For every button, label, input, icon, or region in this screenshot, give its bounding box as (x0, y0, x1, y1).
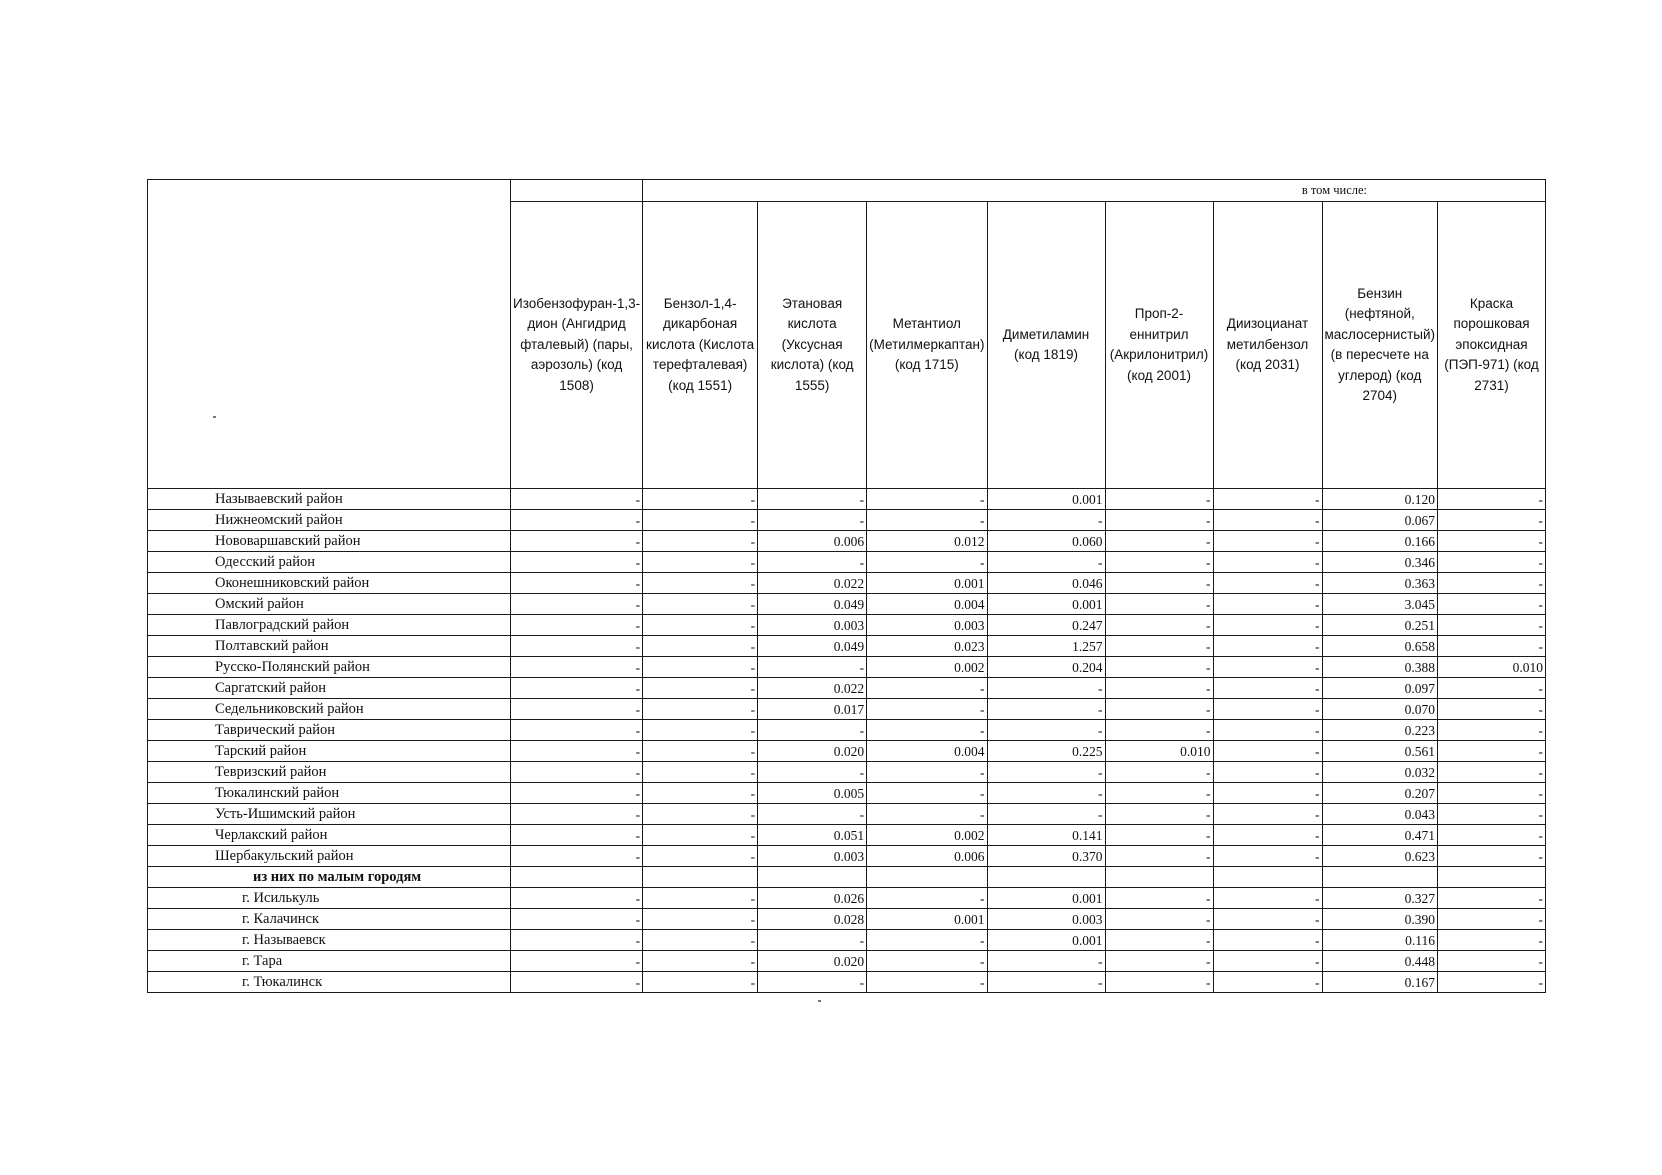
value-cell: 0.067 (1322, 510, 1438, 531)
value-cell: - (758, 552, 867, 573)
value-cell: - (1105, 909, 1213, 930)
value-cell (867, 867, 987, 888)
value-cell: - (1438, 699, 1546, 720)
value-cell: - (643, 804, 758, 825)
value-cell: - (643, 909, 758, 930)
value-cell: - (511, 636, 643, 657)
row-name: Нижнеомский район (148, 510, 511, 531)
table-row (148, 594, 1546, 615)
value-cell: 0.141 (987, 825, 1105, 846)
value-cell: 0.370 (987, 846, 1105, 867)
value-cell: - (643, 972, 758, 993)
table-row (148, 489, 1546, 510)
value-cell: - (1213, 552, 1322, 573)
value-cell: - (1438, 762, 1546, 783)
value-cell: - (1213, 762, 1322, 783)
table-row (148, 972, 1546, 993)
value-cell: 0.167 (1322, 972, 1438, 993)
value-cell (643, 867, 758, 888)
value-cell: - (511, 783, 643, 804)
value-cell: - (758, 657, 867, 678)
value-cell: 0.010 (1105, 741, 1213, 762)
value-cell: - (511, 762, 643, 783)
table-row (148, 720, 1546, 741)
value-cell: 0.225 (987, 741, 1105, 762)
value-cell: - (1105, 552, 1213, 573)
table-row (148, 573, 1546, 594)
value-cell: - (1438, 783, 1546, 804)
value-cell (1322, 867, 1438, 888)
value-cell: 0.020 (758, 951, 867, 972)
value-cell: - (1438, 741, 1546, 762)
value-cell: - (643, 741, 758, 762)
value-cell: - (511, 489, 643, 510)
value-cell: - (643, 762, 758, 783)
value-cell: - (1213, 678, 1322, 699)
value-cell: - (511, 657, 643, 678)
value-cell: - (1105, 573, 1213, 594)
value-cell: - (511, 804, 643, 825)
value-cell: - (1213, 594, 1322, 615)
row-name: Тевризский район (148, 762, 511, 783)
value-cell: - (758, 972, 867, 993)
value-cell: 0.001 (987, 489, 1105, 510)
value-cell: - (867, 699, 987, 720)
table-row (148, 846, 1546, 867)
value-cell: - (1105, 678, 1213, 699)
header-blank-cell (511, 180, 643, 202)
column-header: Диизоцианат метилбензол (код 2031) (1213, 202, 1322, 489)
row-name: г. Тюкалинск (148, 972, 511, 993)
value-cell: - (1213, 804, 1322, 825)
value-cell: - (643, 783, 758, 804)
value-cell: - (1438, 951, 1546, 972)
value-cell: 0.012 (867, 531, 987, 552)
value-cell: - (1105, 720, 1213, 741)
row-name: Одесский район (148, 552, 511, 573)
value-cell: - (1213, 636, 1322, 657)
table-row (148, 762, 1546, 783)
value-cell (758, 867, 867, 888)
value-cell: - (1438, 636, 1546, 657)
value-cell: - (867, 762, 987, 783)
value-cell: 0.001 (987, 888, 1105, 909)
value-cell: - (511, 888, 643, 909)
column-header: Этановая кислота (Уксусная кислота) (код 1555) (758, 202, 867, 489)
value-cell: - (758, 804, 867, 825)
value-cell: 0.004 (867, 594, 987, 615)
value-cell: - (1438, 804, 1546, 825)
value-cell: 0.010 (1438, 657, 1546, 678)
value-cell: 0.004 (867, 741, 987, 762)
value-cell (511, 867, 643, 888)
row-name: Тарский район (148, 741, 511, 762)
table-row (148, 951, 1546, 972)
value-cell: - (867, 951, 987, 972)
value-cell: - (1438, 909, 1546, 930)
table-row (148, 615, 1546, 636)
value-cell: - (1105, 510, 1213, 531)
value-cell: - (1213, 720, 1322, 741)
value-cell: 0.561 (1322, 741, 1438, 762)
value-cell: - (1438, 552, 1546, 573)
value-cell: - (1105, 825, 1213, 846)
row-name: Павлоградский район (148, 615, 511, 636)
value-cell: 0.060 (987, 531, 1105, 552)
value-cell: - (511, 510, 643, 531)
value-cell: - (1105, 762, 1213, 783)
value-cell (1213, 867, 1322, 888)
value-cell: - (1213, 573, 1322, 594)
value-cell: - (867, 510, 987, 531)
value-cell: 0.207 (1322, 783, 1438, 804)
table-row (148, 678, 1546, 699)
value-cell: - (987, 720, 1105, 741)
value-cell: 0.388 (1322, 657, 1438, 678)
row-name: г. Называевск (148, 930, 511, 951)
value-cell: - (1105, 951, 1213, 972)
value-cell: 0.026 (758, 888, 867, 909)
value-cell: - (1213, 825, 1322, 846)
value-cell: 0.116 (1322, 930, 1438, 951)
value-cell: 0.006 (758, 531, 867, 552)
value-cell: 0.001 (987, 930, 1105, 951)
value-cell: 0.223 (1322, 720, 1438, 741)
row-name: г. Тара (148, 951, 511, 972)
row-name: Называевский район (148, 489, 511, 510)
value-cell: - (867, 678, 987, 699)
value-cell: - (1213, 489, 1322, 510)
row-name: г. Калачинск (148, 909, 511, 930)
value-cell: 0.003 (867, 615, 987, 636)
value-cell: 0.003 (987, 909, 1105, 930)
value-cell: - (1105, 846, 1213, 867)
value-cell: - (643, 825, 758, 846)
value-cell: - (643, 930, 758, 951)
value-cell (1105, 867, 1213, 888)
row-name: Усть-Ишимский район (148, 804, 511, 825)
value-cell: - (758, 510, 867, 531)
value-cell: - (511, 552, 643, 573)
row-name: Саргатский район (148, 678, 511, 699)
value-cell: - (867, 489, 987, 510)
value-cell: - (1213, 615, 1322, 636)
value-cell: - (867, 888, 987, 909)
value-cell: - (1105, 699, 1213, 720)
value-cell: - (1213, 531, 1322, 552)
value-cell (1438, 867, 1546, 888)
value-cell: - (1213, 657, 1322, 678)
table-row (148, 909, 1546, 930)
value-cell: 0.251 (1322, 615, 1438, 636)
column-header: Диметиламин (код 1819) (987, 202, 1105, 489)
value-cell: - (1105, 531, 1213, 552)
value-cell: - (987, 783, 1105, 804)
value-cell: 0.097 (1322, 678, 1438, 699)
value-cell: 0.003 (758, 615, 867, 636)
value-cell: - (987, 972, 1105, 993)
value-cell: - (643, 531, 758, 552)
value-cell: 0.005 (758, 783, 867, 804)
value-cell: 0.051 (758, 825, 867, 846)
value-cell: - (1105, 804, 1213, 825)
value-cell: - (643, 699, 758, 720)
row-name: Русско-Полянский район (148, 657, 511, 678)
value-cell: - (643, 951, 758, 972)
value-cell: 0.023 (867, 636, 987, 657)
value-cell: - (643, 594, 758, 615)
value-cell: - (867, 972, 987, 993)
value-cell: - (511, 930, 643, 951)
value-cell: - (1105, 594, 1213, 615)
value-cell: - (643, 678, 758, 699)
value-cell: - (1213, 699, 1322, 720)
value-cell: 0.049 (758, 636, 867, 657)
value-cell: 0.363 (1322, 573, 1438, 594)
table-row (148, 930, 1546, 951)
value-cell: - (511, 951, 643, 972)
value-cell: 0.017 (758, 699, 867, 720)
value-cell: - (1438, 615, 1546, 636)
table-row (148, 741, 1546, 762)
value-cell: - (643, 846, 758, 867)
value-cell: - (1213, 510, 1322, 531)
value-cell: - (1438, 888, 1546, 909)
value-cell: 0.046 (987, 573, 1105, 594)
value-cell: - (643, 552, 758, 573)
value-cell: - (511, 615, 643, 636)
value-cell: 0.020 (758, 741, 867, 762)
column-header: Бензин (нефтяной, маслосернистый) (в пересчете на углерод) (код 2704) (1322, 202, 1438, 489)
row-name: Черлакский район (148, 825, 511, 846)
value-cell: - (511, 720, 643, 741)
value-cell: - (643, 489, 758, 510)
value-cell: - (867, 930, 987, 951)
table-row (148, 510, 1546, 531)
table-row (148, 636, 1546, 657)
value-cell: - (1438, 972, 1546, 993)
value-cell: - (1438, 594, 1546, 615)
row-name: Полтавский район (148, 636, 511, 657)
value-cell: 0.001 (867, 573, 987, 594)
value-cell: - (511, 531, 643, 552)
value-cell: 0.028 (758, 909, 867, 930)
group-heading-row (148, 867, 1546, 888)
value-cell: - (1105, 636, 1213, 657)
value-cell: - (1105, 489, 1213, 510)
row-name: Шербакульский район (148, 846, 511, 867)
value-cell: - (1213, 951, 1322, 972)
value-cell: - (1105, 783, 1213, 804)
value-cell: - (511, 825, 643, 846)
value-cell: - (1438, 489, 1546, 510)
value-cell: - (511, 573, 643, 594)
value-cell: 0.001 (987, 594, 1105, 615)
value-cell: - (1105, 615, 1213, 636)
value-cell: - (1438, 825, 1546, 846)
value-cell (987, 867, 1105, 888)
scan-speck (213, 416, 216, 418)
value-cell: 0.022 (758, 573, 867, 594)
column-header: Бензол-1,4-дикарбоная кислота (Кислота терефталевая) (код 1551) (643, 202, 758, 489)
value-cell: 0.006 (867, 846, 987, 867)
table-row (148, 825, 1546, 846)
emissions-table (147, 179, 1546, 993)
value-cell: 0.022 (758, 678, 867, 699)
value-cell: - (1213, 741, 1322, 762)
value-cell: - (511, 699, 643, 720)
table-row (148, 657, 1546, 678)
value-cell: - (1438, 846, 1546, 867)
value-cell: - (867, 552, 987, 573)
value-cell: - (1213, 783, 1322, 804)
value-cell: 0.346 (1322, 552, 1438, 573)
value-cell: - (1438, 573, 1546, 594)
value-cell: - (987, 510, 1105, 531)
table-row (148, 531, 1546, 552)
value-cell: 0.448 (1322, 951, 1438, 972)
row-name: Омский район (148, 594, 511, 615)
value-cell: - (1105, 972, 1213, 993)
value-cell: 0.658 (1322, 636, 1438, 657)
table-row (148, 804, 1546, 825)
value-cell: 0.001 (867, 909, 987, 930)
value-cell: - (511, 846, 643, 867)
column-header: Метантиол (Метилмеркаптан) (код 1715) (867, 202, 987, 489)
value-cell: 0.471 (1322, 825, 1438, 846)
value-cell: 0.327 (1322, 888, 1438, 909)
value-cell: - (987, 552, 1105, 573)
row-name: г. Исилькуль (148, 888, 511, 909)
header-top-row (148, 180, 1546, 202)
table-row (148, 783, 1546, 804)
row-name: Нововаршавский район (148, 531, 511, 552)
column-header: Краска порошковая эпоксидная (ПЭП-971) (код 2731) (1438, 202, 1546, 489)
row-label-header-cell (148, 180, 511, 489)
value-cell: 1.257 (987, 636, 1105, 657)
value-cell: - (643, 615, 758, 636)
value-cell: 0.032 (1322, 762, 1438, 783)
scan-speck (818, 1000, 821, 1002)
value-cell: - (1213, 888, 1322, 909)
value-cell: - (1105, 888, 1213, 909)
value-cell: 0.166 (1322, 531, 1438, 552)
row-name: Таврический район (148, 720, 511, 741)
value-cell: - (758, 489, 867, 510)
value-cell: - (1105, 930, 1213, 951)
value-cell: - (1213, 972, 1322, 993)
value-cell: - (643, 720, 758, 741)
value-cell: - (511, 678, 643, 699)
value-cell: 0.623 (1322, 846, 1438, 867)
value-cell: 0.049 (758, 594, 867, 615)
column-header: Изобензофуран-1,3-дион (Ангидрид фталевый) (пары, аэрозоль) (код 1508) (511, 202, 643, 489)
row-name: Тюкалинский район (148, 783, 511, 804)
value-cell: - (987, 678, 1105, 699)
table-row (148, 888, 1546, 909)
value-cell: - (511, 972, 643, 993)
value-cell: - (643, 573, 758, 594)
value-cell: - (1105, 657, 1213, 678)
value-cell: 0.043 (1322, 804, 1438, 825)
value-cell: 0.247 (987, 615, 1105, 636)
value-cell: - (1213, 930, 1322, 951)
value-cell: - (867, 783, 987, 804)
value-cell: - (1438, 510, 1546, 531)
value-cell: - (511, 909, 643, 930)
value-cell: 0.002 (867, 657, 987, 678)
value-cell: - (643, 510, 758, 531)
value-cell: 0.204 (987, 657, 1105, 678)
table-row (148, 552, 1546, 573)
value-cell: - (867, 720, 987, 741)
value-cell: 0.003 (758, 846, 867, 867)
value-cell: 0.120 (1322, 489, 1438, 510)
value-cell: - (1438, 930, 1546, 951)
value-cell: - (758, 762, 867, 783)
value-cell: - (511, 741, 643, 762)
value-cell: 3.045 (1322, 594, 1438, 615)
value-cell: - (1438, 720, 1546, 741)
value-cell: - (643, 888, 758, 909)
value-cell: - (987, 804, 1105, 825)
value-cell: - (987, 699, 1105, 720)
row-name: Седельниковский район (148, 699, 511, 720)
value-cell: - (758, 930, 867, 951)
value-cell: - (1213, 909, 1322, 930)
value-cell: - (643, 657, 758, 678)
value-cell: - (511, 594, 643, 615)
value-cell: - (867, 804, 987, 825)
value-cell: 0.390 (1322, 909, 1438, 930)
value-cell: - (987, 762, 1105, 783)
value-cell: - (1438, 531, 1546, 552)
value-cell: - (758, 720, 867, 741)
row-name: из них по малым городям (148, 867, 511, 888)
value-cell: - (987, 951, 1105, 972)
row-name: Оконешниковский район (148, 573, 511, 594)
subheader-caption: в том числе: (643, 180, 1546, 202)
value-cell: 0.070 (1322, 699, 1438, 720)
value-cell: 0.002 (867, 825, 987, 846)
column-header: Проп-2-еннитрил (Акрилонитрил) (код 2001) (1105, 202, 1213, 489)
value-cell: - (1438, 678, 1546, 699)
value-cell: - (643, 636, 758, 657)
value-cell: - (1213, 846, 1322, 867)
table-row (148, 699, 1546, 720)
